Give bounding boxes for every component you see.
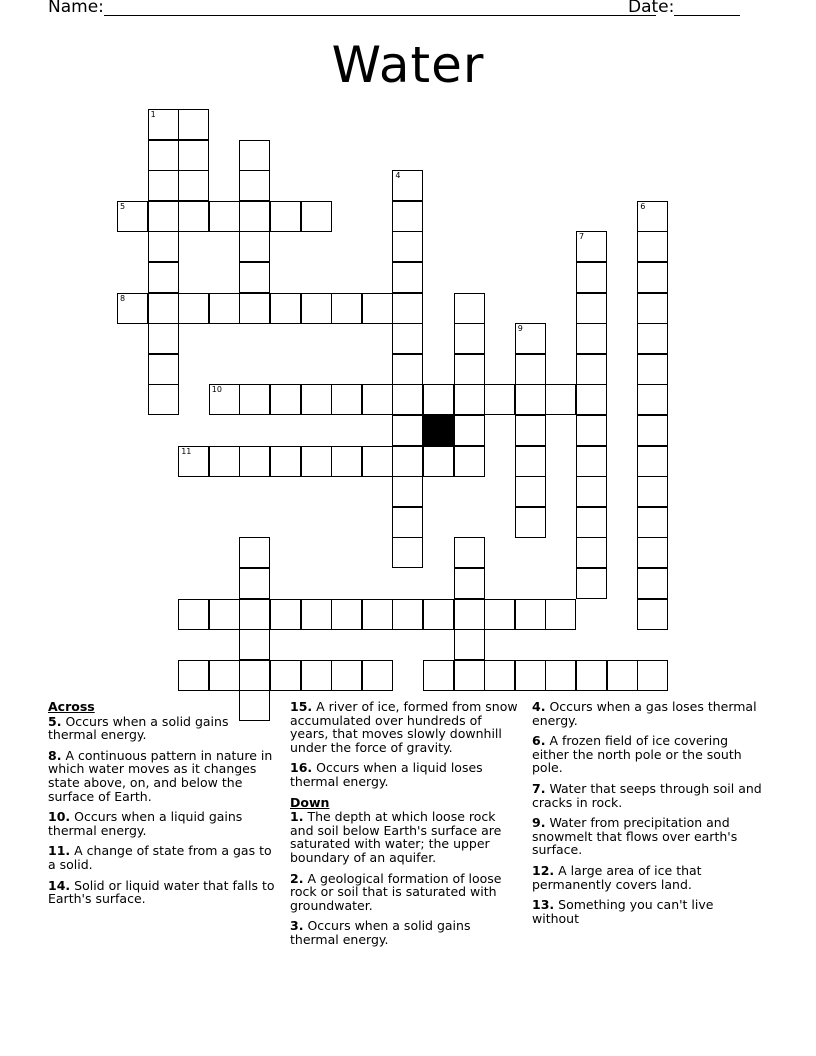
crossword-cell[interactable] <box>637 293 668 324</box>
crossword-cell[interactable] <box>362 293 393 324</box>
clues-column-3 <box>532 700 764 932</box>
crossword-cell[interactable] <box>637 384 668 415</box>
crossword-cell[interactable] <box>392 293 423 324</box>
crossword-cell[interactable] <box>331 446 362 477</box>
crossword-cell[interactable] <box>576 415 607 446</box>
date-label: Date: <box>628 0 675 17</box>
crossword-cell[interactable] <box>392 537 423 568</box>
clue-text: Solid or liquid water that falls to Earth's surface. <box>48 877 275 907</box>
crossword-cell[interactable] <box>331 384 362 415</box>
clue-text: Occurs when a liquid loses thermal energy. <box>290 760 483 789</box>
crossword-cell[interactable] <box>576 384 607 415</box>
clue-number-label: 1 <box>150 110 156 119</box>
down-heading: Down <box>290 794 330 810</box>
page-title: Water <box>331 36 485 94</box>
crossword-cell[interactable] <box>331 660 362 691</box>
crossword-cell[interactable] <box>239 660 270 691</box>
crossword-cell[interactable] <box>484 384 515 415</box>
crossword-cell[interactable] <box>270 201 301 232</box>
crossword-cell[interactable] <box>392 476 423 507</box>
clue-text: Water from precipitation and snowmelt that flows over earth's surface. <box>532 815 738 858</box>
across-clue <box>290 700 522 754</box>
crossword-cell[interactable] <box>270 446 301 477</box>
crossword-cell[interactable] <box>637 660 668 691</box>
clue-number: 2. <box>290 870 304 886</box>
crossword-cell[interactable] <box>239 293 270 324</box>
clue-text: Occurs when a liquid gains thermal energy. <box>48 809 243 838</box>
date-field-line[interactable] <box>674 15 740 16</box>
crossword-cell[interactable] <box>637 262 668 293</box>
crossword-cell[interactable] <box>392 201 423 232</box>
crossword-cell[interactable] <box>178 293 209 324</box>
name-label: Name: <box>48 0 104 17</box>
crossword-cell[interactable] <box>392 262 423 293</box>
clue-number-label: 5 <box>120 201 126 211</box>
clue-number-label: 4 <box>395 171 401 181</box>
crossword-cell[interactable] <box>576 231 607 262</box>
crossword-cell[interactable] <box>178 446 209 477</box>
crossword-cell[interactable] <box>392 170 423 201</box>
crossword-cell[interactable] <box>178 201 209 232</box>
clue-number-label: 11 <box>181 446 192 456</box>
crossword-cell[interactable] <box>576 476 607 507</box>
crossword-cell[interactable] <box>178 140 209 171</box>
crossword-cell[interactable] <box>148 201 179 232</box>
clue-text: Occurs when a gas loses thermal energy. <box>532 699 757 728</box>
crossword-cell[interactable] <box>454 384 485 415</box>
crossword-cell[interactable] <box>117 201 148 232</box>
crossword-cell[interactable] <box>576 537 607 568</box>
clue-text: A continuous pattern in nature in which water moves as it changes state above, on, and below the surface of Earth. <box>48 747 273 804</box>
crossword-cell[interactable] <box>239 568 270 599</box>
crossword-cell[interactable] <box>239 140 270 171</box>
clue-number: 12. <box>532 862 555 878</box>
crossword-cell[interactable] <box>148 231 179 262</box>
crossword-cell[interactable] <box>576 323 607 354</box>
crossword-cell[interactable] <box>423 446 454 477</box>
clue-number: 5. <box>48 713 62 729</box>
clue-number: 9. <box>532 815 546 831</box>
crossword-cell[interactable] <box>454 446 485 477</box>
clue-text: The depth at which loose rock and soil below Earth's surface are saturated with water; the upper boundary of an aquifer. <box>290 809 502 865</box>
crossword-cell[interactable] <box>423 599 454 630</box>
crossword-cell[interactable] <box>148 170 179 201</box>
crossword-cell[interactable] <box>148 140 179 171</box>
crossword-cell[interactable] <box>637 568 668 599</box>
clue-number: 3. <box>290 918 304 934</box>
crossword-cell[interactable] <box>484 599 515 630</box>
crossword-cell[interactable] <box>178 170 209 201</box>
header-row <box>48 0 748 22</box>
clue-text: Something you can't live without <box>532 897 714 926</box>
across-clue <box>48 715 280 742</box>
crossword-cell[interactable] <box>637 537 668 568</box>
crossword-cell[interactable] <box>331 599 362 630</box>
clue-number-label: 9 <box>517 324 523 334</box>
crossword-cell[interactable] <box>270 384 301 415</box>
crossword-cell[interactable] <box>301 201 332 232</box>
crossword-cell[interactable] <box>637 415 668 446</box>
crossword-block <box>423 415 454 446</box>
crossword-cell[interactable] <box>270 293 301 324</box>
across-clue <box>48 810 280 837</box>
crossword-cell[interactable] <box>515 415 546 446</box>
crossword-cell[interactable] <box>576 293 607 324</box>
crossword-cell[interactable] <box>301 660 332 691</box>
crossword-cell[interactable] <box>637 354 668 385</box>
crossword-cell[interactable] <box>392 446 423 477</box>
crossword-cell[interactable] <box>576 446 607 477</box>
clue-number: 11. <box>48 843 71 859</box>
crossword-cell[interactable] <box>148 109 179 140</box>
crossword-cell[interactable] <box>209 599 240 630</box>
crossword-cell[interactable] <box>209 384 240 415</box>
across-clue <box>290 761 522 788</box>
clue-text: Occurs when a solid gains thermal energy. <box>48 713 229 743</box>
clue-number: 8. <box>48 747 62 763</box>
crossword-cell[interactable] <box>178 109 209 140</box>
crossword-cell[interactable] <box>454 629 485 660</box>
across-clue <box>48 749 280 803</box>
name-field-line[interactable] <box>104 15 656 16</box>
crossword-cell[interactable] <box>392 507 423 538</box>
crossword-cell[interactable] <box>576 568 607 599</box>
crossword-cell[interactable] <box>637 446 668 477</box>
crossword-cell[interactable] <box>637 599 668 630</box>
crossword-cell[interactable] <box>576 660 607 691</box>
crossword-cell[interactable] <box>423 660 454 691</box>
clue-number-label: 8 <box>120 293 126 303</box>
clue-number: 13. <box>532 897 555 913</box>
across-clue <box>48 844 280 871</box>
crossword-cell[interactable] <box>148 262 179 293</box>
crossword-cell[interactable] <box>239 231 270 262</box>
crossword-cell[interactable] <box>392 415 423 446</box>
across-heading: Across <box>48 699 95 714</box>
crossword-cell[interactable] <box>576 262 607 293</box>
crossword-cell[interactable] <box>515 446 546 477</box>
crossword-cell[interactable] <box>515 354 546 385</box>
down-clue <box>290 872 522 913</box>
clue-text: A geological formation of loose rock or soil that is saturated with groundwater. <box>290 870 502 913</box>
crossword-cell[interactable] <box>301 599 332 630</box>
clue-text: Occurs when a solid gains thermal energy. <box>290 918 471 947</box>
crossword-cell[interactable] <box>515 660 546 691</box>
across-clue <box>48 879 280 906</box>
crossword-cell[interactable] <box>301 293 332 324</box>
crossword-cell[interactable] <box>148 384 179 415</box>
down-clue <box>532 898 764 925</box>
crossword-cell[interactable] <box>607 660 638 691</box>
crossword-cell[interactable] <box>576 354 607 385</box>
crossword-cell[interactable] <box>148 323 179 354</box>
crossword-cell[interactable] <box>270 599 301 630</box>
crossword-cell[interactable] <box>515 323 546 354</box>
clue-number: 4. <box>532 699 546 714</box>
clue-number-label: 6 <box>640 201 646 211</box>
down-clue <box>532 782 764 809</box>
crossword-cell[interactable] <box>148 354 179 385</box>
down-clue <box>532 734 764 775</box>
clue-number-label: 10 <box>211 385 222 395</box>
clue-number: 14. <box>48 877 71 893</box>
crossword-cell[interactable] <box>362 384 393 415</box>
down-clue <box>532 864 764 891</box>
crossword-cell[interactable] <box>239 262 270 293</box>
crossword-cell[interactable] <box>239 201 270 232</box>
crossword-cell[interactable] <box>392 354 423 385</box>
crossword-cell[interactable] <box>637 476 668 507</box>
crossword-cell[interactable] <box>239 170 270 201</box>
crossword-cell[interactable] <box>239 446 270 477</box>
crossword-cell[interactable] <box>576 507 607 538</box>
crossword-cell[interactable] <box>454 599 485 630</box>
clue-text: Water that seeps through soil and cracks in rock. <box>532 780 762 810</box>
crossword-cell[interactable] <box>117 293 148 324</box>
crossword-cell[interactable] <box>545 660 576 691</box>
down-clue <box>532 700 764 727</box>
crossword-cell[interactable] <box>637 507 668 538</box>
clue-number: 7. <box>532 780 546 796</box>
clue-number: 16. <box>290 760 313 776</box>
crossword-cell[interactable] <box>239 384 270 415</box>
crossword-cell[interactable] <box>454 660 485 691</box>
crossword-cell[interactable] <box>209 660 240 691</box>
crossword-cell[interactable] <box>545 599 576 630</box>
crossword-cell[interactable] <box>362 599 393 630</box>
crossword-cell[interactable] <box>637 231 668 262</box>
crossword-cell[interactable] <box>239 629 270 660</box>
crossword-cell[interactable] <box>209 201 240 232</box>
down-clue <box>290 810 522 864</box>
crossword-cell[interactable] <box>362 660 393 691</box>
clues-column-2 <box>290 700 522 954</box>
clue-number: 1. <box>290 809 304 825</box>
clue-text: A river of ice, formed from snow accumulated over hundreds of years, that moves slowly downhill under the force of gravity. <box>290 699 518 755</box>
crossword-cell[interactable] <box>637 201 668 232</box>
crossword-cell[interactable] <box>454 568 485 599</box>
crossword-cell[interactable] <box>454 415 485 446</box>
down-clue <box>290 919 522 946</box>
crossword-cell[interactable] <box>454 323 485 354</box>
crossword-cell[interactable] <box>392 384 423 415</box>
crossword-cell[interactable] <box>484 660 515 691</box>
clue-text: A change of state from a gas to a solid. <box>48 843 272 872</box>
crossword-cell[interactable] <box>454 293 485 324</box>
crossword-cell[interactable] <box>301 384 332 415</box>
crossword-cell[interactable] <box>178 660 209 691</box>
clue-text: A frozen field of ice covering either the north pole or the south pole. <box>532 733 742 776</box>
crossword-cell[interactable] <box>392 599 423 630</box>
crossword-cell[interactable] <box>423 384 454 415</box>
crossword-cell[interactable] <box>515 476 546 507</box>
crossword-cell[interactable] <box>239 537 270 568</box>
crossword-grid <box>117 109 669 693</box>
crossword-cell[interactable] <box>209 293 240 324</box>
crossword-cell[interactable] <box>178 599 209 630</box>
crossword-cell[interactable] <box>392 323 423 354</box>
clue-number: 6. <box>532 733 546 749</box>
crossword-cell[interactable] <box>362 446 393 477</box>
crossword-cell[interactable] <box>239 599 270 630</box>
crossword-cell[interactable] <box>637 323 668 354</box>
clue-number: 10. <box>48 809 71 825</box>
crossword-cell[interactable] <box>454 537 485 568</box>
crossword-cell[interactable] <box>454 354 485 385</box>
clue-number: 15. <box>290 699 313 714</box>
crossword-cell[interactable] <box>515 384 546 415</box>
crossword-cell[interactable] <box>331 293 362 324</box>
crossword-cell[interactable] <box>515 599 546 630</box>
clue-number-label: 7 <box>579 232 585 242</box>
clues-column-1 <box>48 700 280 913</box>
crossword-cell[interactable] <box>545 384 576 415</box>
crossword-cell[interactable] <box>392 231 423 262</box>
crossword-cell[interactable] <box>148 293 179 324</box>
clue-text: A large area of ice that permanently covers land. <box>532 862 702 892</box>
crossword-cell[interactable] <box>209 446 240 477</box>
crossword-cell[interactable] <box>515 507 546 538</box>
down-clue <box>532 816 764 857</box>
crossword-cell[interactable] <box>301 446 332 477</box>
crossword-cell[interactable] <box>270 660 301 691</box>
